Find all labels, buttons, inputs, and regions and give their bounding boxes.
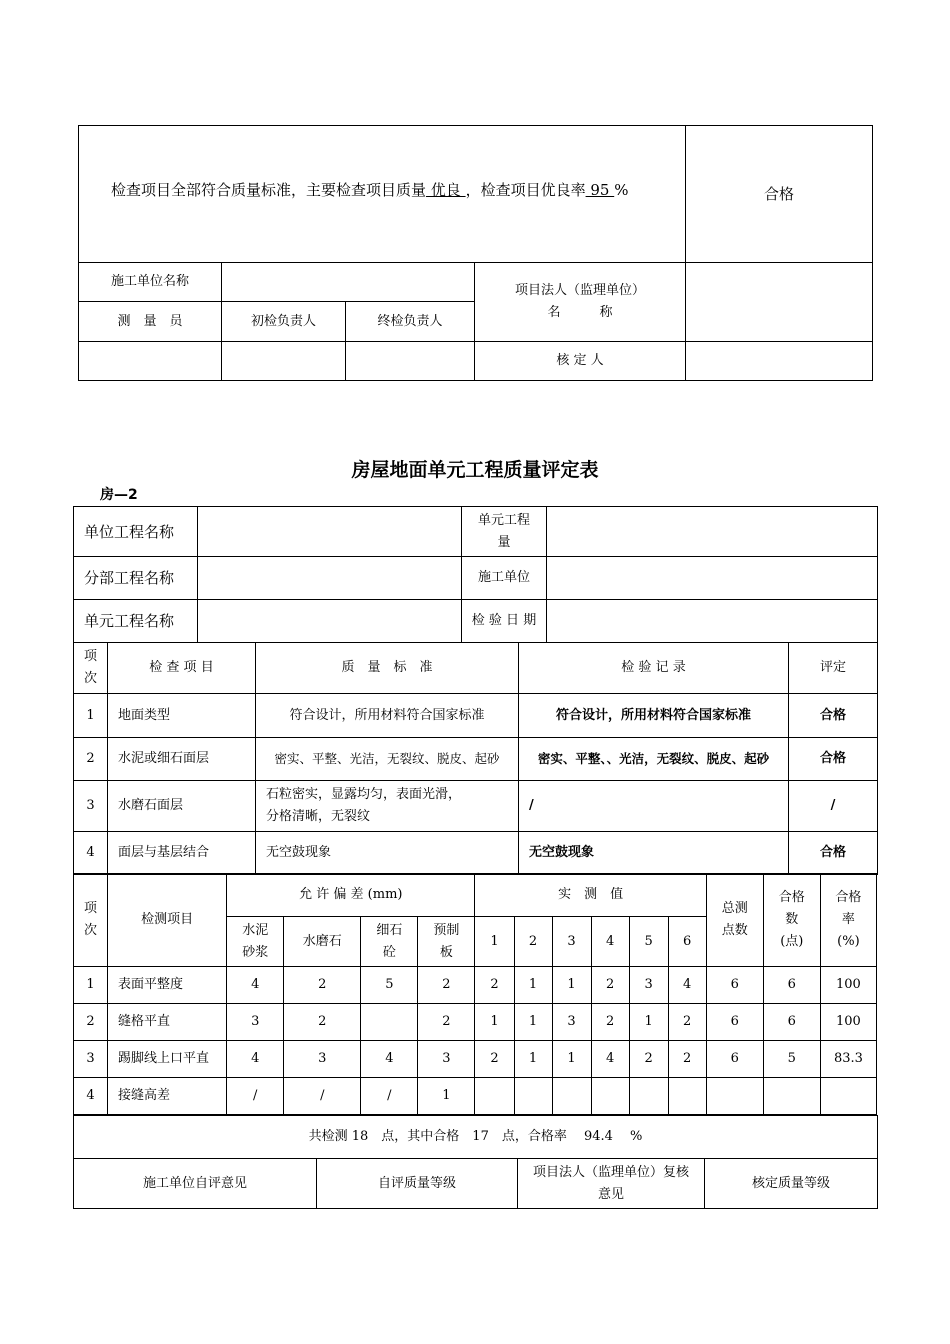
- meas-header-precast: [418, 917, 475, 967]
- check-header-no-line1: 项: [83, 649, 97, 664]
- check-row-standard: 密实、平整、光洁，无裂纹、脱皮、起砂: [256, 738, 519, 781]
- meas-header-m2: 2: [514, 917, 552, 967]
- meas-row-precast: 3: [418, 1041, 475, 1078]
- check-row-record: 无空鼓现象: [519, 832, 789, 875]
- measurement-table: [73, 873, 877, 1115]
- meas-row-value: 2: [629, 1041, 668, 1078]
- check-row-standard-line2: 分格清晰，无裂纹: [266, 809, 371, 824]
- check-header-no-line2: 次: [83, 671, 97, 686]
- review-opinion-label: [518, 1159, 705, 1209]
- meas-row-value: 3: [629, 967, 668, 1004]
- meas-header-m3: 3: [552, 917, 591, 967]
- meas-header-fine-line1: 细石: [376, 922, 403, 938]
- meas-row-fine: 4: [361, 1041, 418, 1078]
- summary-quality: 优良: [426, 181, 466, 199]
- meas-row-value: 2: [475, 967, 514, 1004]
- meas-row-value: 2: [668, 1004, 706, 1041]
- meas-row: [74, 1078, 877, 1115]
- meas-row-value: 1: [552, 1041, 591, 1078]
- verified-grade-label: 核定质量等级: [705, 1159, 878, 1209]
- meas-header-cement: [227, 917, 284, 967]
- surveyor-value: [79, 342, 222, 381]
- check-header-item: 检 查 项 目: [108, 643, 256, 694]
- meas-row-value: [475, 1078, 514, 1115]
- element-project-name-label: 单元工程名称: [74, 600, 198, 643]
- meas-row-value: 1: [475, 1004, 514, 1041]
- project-legal-person-line2: 名 称: [547, 305, 613, 320]
- meas-row-total: [706, 1078, 763, 1115]
- meas-row-pass: 6: [763, 1004, 820, 1041]
- construction-unit-value: [547, 557, 878, 600]
- summary-suffix: %: [614, 181, 629, 199]
- meas-row-rate: 100: [820, 967, 876, 1004]
- unit-quantity-line1: 单元工程: [477, 512, 530, 528]
- meas-row-rate: 83.3: [820, 1041, 876, 1078]
- meas-header-pass-line3: (点): [780, 934, 804, 949]
- final-inspector-value: [346, 342, 475, 381]
- meas-row-value: 1: [514, 967, 552, 1004]
- initial-inspector-value: [222, 342, 346, 381]
- check-row-rating: 合格: [789, 738, 878, 781]
- review-opinion-line2: 意见: [597, 1186, 624, 1202]
- meas-header-precast-line2: 板: [439, 944, 453, 960]
- final-inspector-label: 终检负责人: [346, 302, 475, 342]
- form-title: 房屋地面单元工程质量评定表: [351, 459, 599, 481]
- meas-header-item: 检测项目: [108, 874, 227, 967]
- check-row-standard-line1: 石粒密实，显露均匀，表面光滑，: [266, 787, 462, 802]
- meas-row-value: 1: [629, 1004, 668, 1041]
- meas-row-value: 1: [514, 1041, 552, 1078]
- meas-row-total: 6: [706, 1004, 763, 1041]
- project-legal-person-label: [475, 263, 686, 342]
- meas-row-pass: [763, 1078, 820, 1115]
- meas-header-pass-line2: 数: [785, 912, 799, 927]
- meas-row-item: 缝格平直: [108, 1004, 227, 1041]
- meas-header-precast-line1: 预制: [433, 922, 460, 938]
- meas-row-pass: 6: [763, 967, 820, 1004]
- meas-row-precast: 1: [418, 1078, 475, 1115]
- meas-header-no-line1: 项: [84, 901, 98, 916]
- check-row-rating: 合格: [789, 694, 878, 738]
- meas-row-item: 接缝高差: [108, 1078, 227, 1115]
- construction-unit-name-value: [222, 263, 475, 302]
- meas-row-value: 2: [591, 1004, 629, 1041]
- top-summary-table: [78, 125, 873, 381]
- meas-header-cement-line2: 砂浆: [242, 944, 269, 960]
- meas-row-value: 1: [552, 967, 591, 1004]
- check-header-no: [74, 643, 108, 694]
- check-items-table: [73, 642, 878, 875]
- meas-header-total-line1: 总测: [721, 901, 748, 916]
- meas-row-fine: [361, 1004, 418, 1041]
- construction-unit-label: 施工单位: [462, 557, 547, 600]
- meas-header-fine: [361, 917, 418, 967]
- meas-row-value: [591, 1078, 629, 1115]
- meas-row-no: 1: [74, 967, 108, 1004]
- summary-rate: 95: [585, 181, 615, 199]
- unit-project-name-value: [198, 507, 462, 557]
- form-code: 房—2: [100, 487, 138, 503]
- meas-row-cement: 4: [227, 967, 284, 1004]
- meas-row: [74, 967, 877, 1004]
- check-row-no: 2: [74, 738, 108, 781]
- meas-header-m5: 5: [629, 917, 668, 967]
- meas-row-pass: 5: [763, 1041, 820, 1078]
- meas-row-total: 6: [706, 967, 763, 1004]
- meas-row-terrazzo: 3: [284, 1041, 361, 1078]
- sub-project-name-label: 分部工程名称: [74, 557, 198, 600]
- check-row-record: /: [519, 781, 789, 832]
- meas-row-terrazzo: 2: [284, 967, 361, 1004]
- unit-quantity-label: [462, 507, 547, 557]
- meas-header-rate-line1: 合格: [835, 890, 862, 905]
- meas-row-no: 4: [74, 1078, 108, 1115]
- meas-row-fine: /: [361, 1078, 418, 1115]
- summary-prefix: 检查项目全部符合质量标准，主要检查项目质量: [111, 181, 427, 199]
- check-row: [74, 738, 878, 781]
- meas-row-terrazzo: /: [284, 1078, 361, 1115]
- inspection-date-label: 检 验 日 期: [462, 600, 547, 643]
- meas-header-measured: 实 测 值: [475, 874, 706, 917]
- project-legal-person-line1: 项目法人（监理单位）: [515, 283, 646, 298]
- info-table: [73, 506, 878, 643]
- meas-row-cement: 3: [227, 1004, 284, 1041]
- meas-row-precast: 2: [418, 1004, 475, 1041]
- initial-inspector-label: 初检负责人: [222, 302, 346, 342]
- meas-row-rate: [820, 1078, 876, 1115]
- meas-row-fine: 5: [361, 967, 418, 1004]
- check-header-standard: 质 量 标 准: [256, 643, 519, 694]
- check-row-item: 水磨石面层: [108, 781, 256, 832]
- unit-quantity-value: [547, 507, 878, 557]
- sub-project-name-value: [198, 557, 462, 600]
- meas-row-value: 1: [514, 1004, 552, 1041]
- meas-row-terrazzo: 2: [284, 1004, 361, 1041]
- meas-header-terrazzo: 水磨石: [284, 917, 361, 967]
- check-row-item: 地面类型: [108, 694, 256, 738]
- meas-header-no-line2: 次: [84, 923, 98, 938]
- unit-quantity-line2: 量: [497, 534, 511, 550]
- verifier-label: 核 定 人: [475, 342, 686, 381]
- meas-header-pass-line1: 合格: [778, 890, 805, 905]
- review-opinion-line1: 项目法人（监理单位）复核: [532, 1164, 689, 1180]
- check-header-rating: 评定: [789, 643, 878, 694]
- meas-header-rate-line2: 率: [841, 912, 855, 927]
- project-legal-person-value: [686, 263, 873, 342]
- meas-row-value: [629, 1078, 668, 1115]
- surveyor-label: 测 量 员: [79, 302, 222, 342]
- meas-row-value: 2: [591, 967, 629, 1004]
- check-row-no: 4: [74, 832, 108, 875]
- meas-row-value: [552, 1078, 591, 1115]
- meas-row: [74, 1041, 877, 1078]
- meas-header-rate-line3: (%): [837, 934, 860, 949]
- meas-row-value: [514, 1078, 552, 1115]
- check-row-standard: [256, 781, 519, 832]
- unit-project-name-label: 单位工程名称: [74, 507, 198, 557]
- self-opinion-label: 施工单位自评意见: [74, 1159, 317, 1209]
- check-row-rating: 合格: [789, 832, 878, 875]
- meas-header-rate: [820, 874, 876, 967]
- meas-row-rate: 100: [820, 1004, 876, 1041]
- meas-row-item: 踢脚线上口平直: [108, 1041, 227, 1078]
- meas-row-no: 2: [74, 1004, 108, 1041]
- measure-summary: 共检测 18 点，其中合格 17 点，合格率 94.4 %: [74, 1116, 878, 1159]
- check-row-item: 水泥或细石面层: [108, 738, 256, 781]
- meas-row-value: 4: [591, 1041, 629, 1078]
- check-row-standard: 无空鼓现象: [256, 832, 519, 875]
- check-row: [74, 781, 878, 832]
- meas-header-tolerance: 允 许 偏 差 (mm): [227, 874, 475, 917]
- check-row-record: 符合设计，所用材料符合国家标准: [519, 694, 789, 738]
- check-row: [74, 694, 878, 738]
- check-row-rating: /: [789, 781, 878, 832]
- summary-table: [73, 1115, 878, 1209]
- inspection-date-value: [547, 600, 878, 643]
- meas-row-value: [668, 1078, 706, 1115]
- meas-header-m4: 4: [591, 917, 629, 967]
- meas-header-m1: 1: [475, 917, 514, 967]
- check-row-standard: 符合设计，所用材料符合国家标准: [256, 694, 519, 738]
- check-row: [74, 832, 878, 875]
- meas-header-pass: [763, 874, 820, 967]
- summary-text: [79, 126, 686, 263]
- meas-row-value: 3: [552, 1004, 591, 1041]
- meas-header-no: [74, 874, 108, 967]
- meas-header-fine-line2: 砼: [382, 944, 396, 960]
- meas-row-cement: 4: [227, 1041, 284, 1078]
- meas-header-cement-line1: 水泥: [242, 922, 269, 938]
- element-project-name-value: [198, 600, 462, 643]
- check-row-record: 密实、平整、、光洁，无裂纹、脱皮、起砂: [519, 738, 789, 781]
- meas-row-value: 2: [475, 1041, 514, 1078]
- meas-row-item: 表面平整度: [108, 967, 227, 1004]
- meas-row-precast: 2: [418, 967, 475, 1004]
- check-row-no: 1: [74, 694, 108, 738]
- meas-row-no: 3: [74, 1041, 108, 1078]
- check-header-record: 检 验 记 录: [519, 643, 789, 694]
- check-row-item: 面层与基层结合: [108, 832, 256, 875]
- check-row-no: 3: [74, 781, 108, 832]
- meas-row-cement: /: [227, 1078, 284, 1115]
- meas-header-m6: 6: [668, 917, 706, 967]
- meas-header-total: [706, 874, 763, 967]
- meas-row-total: 6: [706, 1041, 763, 1078]
- construction-unit-name-label: 施工单位名称: [79, 263, 222, 302]
- meas-row-value: 2: [668, 1041, 706, 1078]
- meas-header-total-line2: 点数: [721, 923, 748, 938]
- verifier-value: [686, 342, 873, 381]
- top-result: 合格: [686, 126, 873, 263]
- summary-middle: ，检查项目优良率: [465, 181, 586, 199]
- meas-row-value: 4: [668, 967, 706, 1004]
- meas-body: [74, 967, 877, 1115]
- meas-row: [74, 1004, 877, 1041]
- self-grade-label: 自评质量等级: [317, 1159, 518, 1209]
